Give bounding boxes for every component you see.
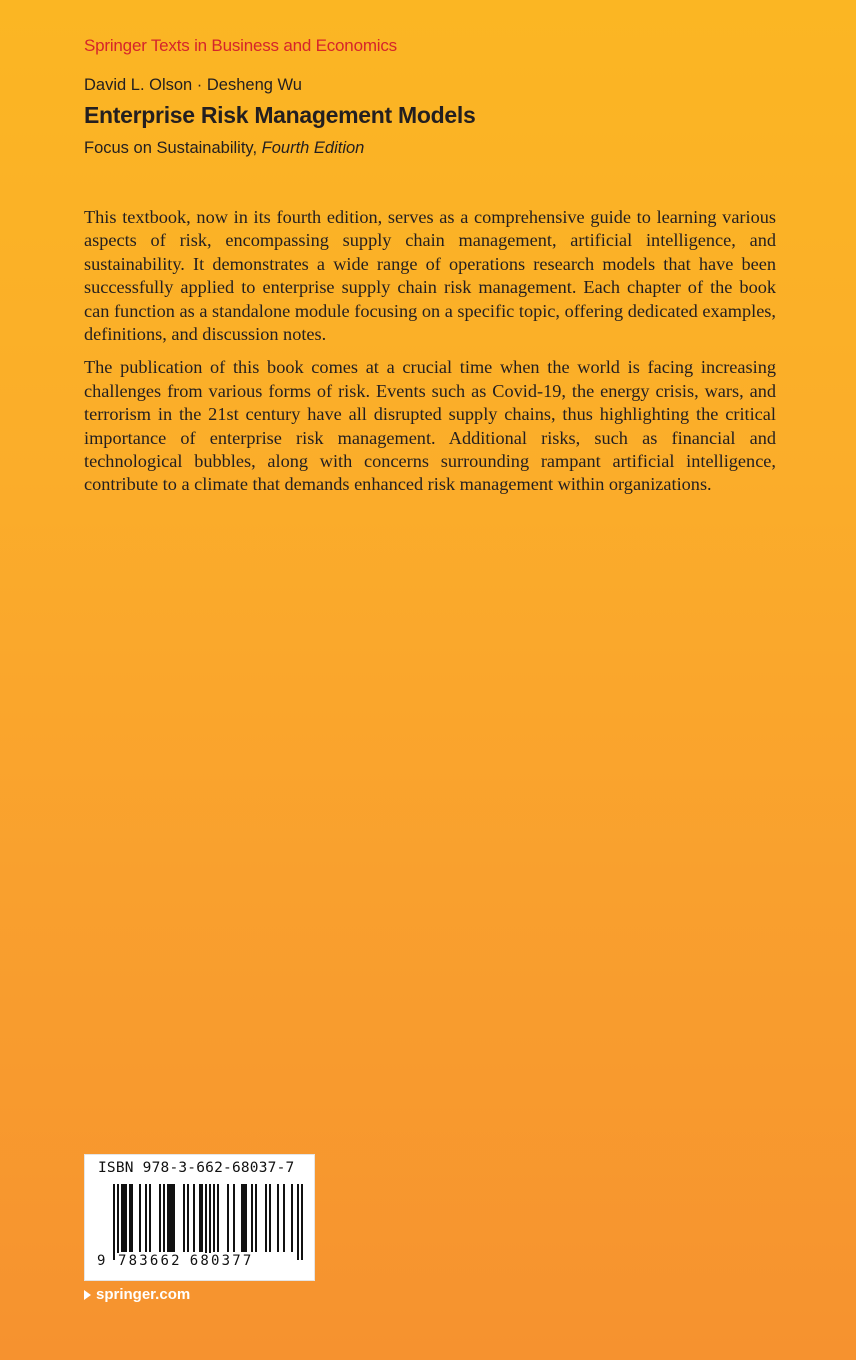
barcode-bar <box>187 1184 189 1252</box>
barcode-bar <box>121 1184 123 1252</box>
barcode-bar <box>199 1184 201 1252</box>
springer-link-text: springer.com <box>96 1286 191 1303</box>
barcode-bar <box>255 1184 257 1252</box>
barcode-bar <box>243 1184 245 1252</box>
barcode-bar <box>227 1184 229 1252</box>
barcode-right-digits: 680377 <box>189 1253 254 1269</box>
isbn-label: ISBN 978-3-662-68037-7 <box>98 1160 295 1176</box>
barcode-bar <box>241 1184 243 1252</box>
barcode-bar <box>245 1184 247 1252</box>
barcode-bar <box>159 1184 161 1252</box>
barcode-bar <box>217 1184 219 1252</box>
book-subtitle <box>84 139 364 158</box>
barcode-bar <box>145 1184 147 1252</box>
springer-link[interactable] <box>84 1286 190 1303</box>
isbn-barcode-box <box>84 1154 315 1281</box>
barcode-bar <box>269 1184 271 1252</box>
barcode-bar <box>291 1184 293 1252</box>
barcode-bar <box>251 1184 253 1252</box>
barcode-lead-digit: 9 <box>97 1253 106 1269</box>
barcode-bar <box>129 1184 131 1252</box>
barcode-bar <box>209 1184 211 1260</box>
barcode-bar <box>233 1184 235 1252</box>
barcode-bar <box>139 1184 141 1252</box>
barcode-bar <box>169 1184 171 1252</box>
barcode-digits <box>97 1253 303 1269</box>
authors: David L. Olson · Desheng Wu <box>84 76 302 94</box>
barcode-bar <box>205 1184 207 1260</box>
arrow-right-icon <box>84 1290 91 1300</box>
blurb-paragraph-1: This textbook, now in its fourth edition, serves as a comprehensive guide to learning various aspects of risk, encompassing supply chain management, artificial intelligence, and sustainability. It demonstrates a wide range of operations research models that have been successfully applied to enterprise supply chain risk management. Each chapter of the book can function as a standalone module focusing on a specific topic, offering dedicated examples, definitions, and discussion notes. <box>84 207 776 345</box>
barcode-bar <box>173 1184 175 1252</box>
barcode-bar <box>213 1184 215 1252</box>
barcode-bar <box>125 1184 127 1252</box>
edition-label: Fourth Edition <box>261 139 365 157</box>
series-name: Springer Texts in Business and Economics <box>84 36 397 55</box>
barcode-bar <box>277 1184 279 1252</box>
barcode-bar <box>117 1184 119 1260</box>
subtitle-main: Focus on Sustainability, <box>84 139 258 157</box>
barcode-bar <box>201 1184 203 1252</box>
barcode-bar <box>183 1184 185 1252</box>
barcode-bar <box>171 1184 173 1252</box>
book-title: Enterprise Risk Management Models <box>84 102 476 128</box>
barcode-left-digits: 783662 <box>118 1253 182 1269</box>
barcode-bar <box>265 1184 267 1252</box>
barcode-bar <box>297 1184 299 1260</box>
barcode-bar <box>193 1184 195 1252</box>
barcode-bar <box>113 1184 115 1260</box>
barcode-bar <box>283 1184 285 1252</box>
barcode-bar <box>167 1184 169 1252</box>
barcode-bar <box>123 1184 125 1252</box>
back-cover-blurb <box>84 206 776 507</box>
barcode-bar <box>149 1184 151 1252</box>
barcode-bar <box>131 1184 133 1252</box>
barcode-bar <box>301 1184 303 1260</box>
barcode-bar <box>163 1184 165 1252</box>
blurb-paragraph-2: The publication of this book comes at a crucial time when the world is facing increasing challenges from various forms of risk. Events such as Covid-19, the energy crisis, wars, and terrorism in the 21st century have all disrupted supply chains, thus highlighting the critical importance of enterprise risk management. Additional risks, such as financial and technological bubbles, along with concerns surrounding rampant artificial intelligence, contribute to a climate that demands enhanced risk management within organizations. <box>84 357 776 495</box>
